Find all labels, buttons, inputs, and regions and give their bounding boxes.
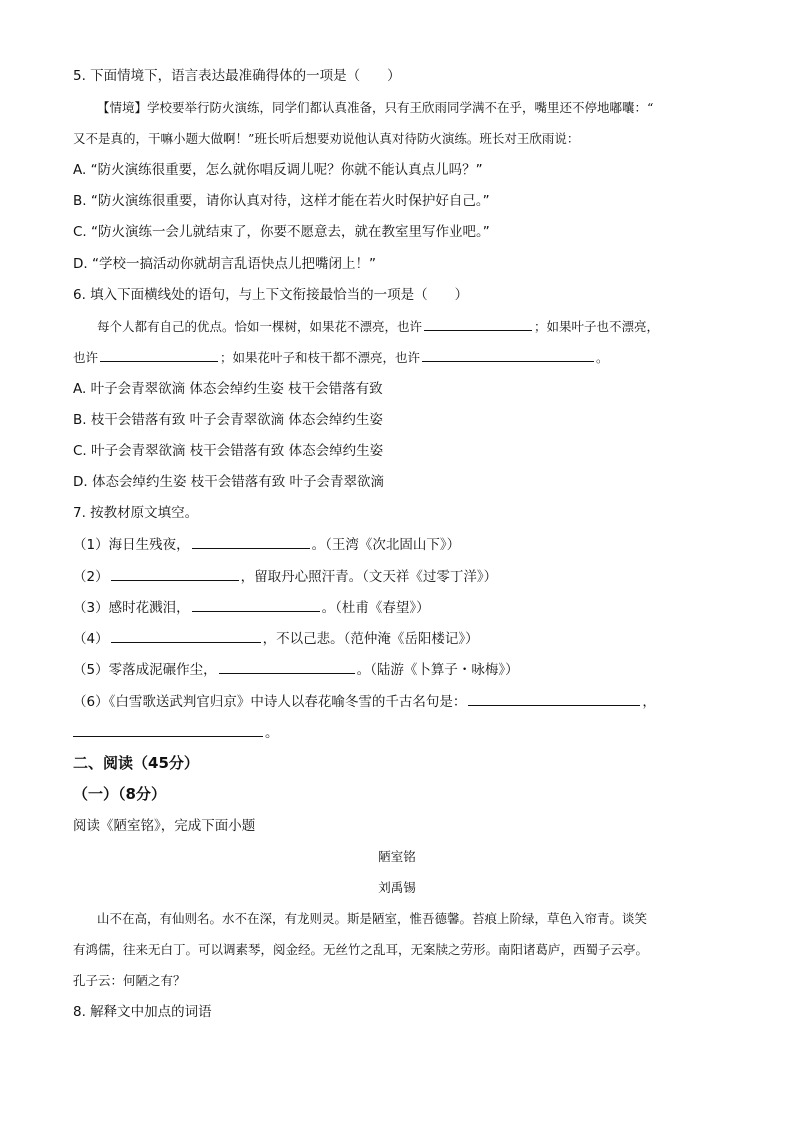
q7-item-text: 。（杜甫《春望》） <box>321 600 430 616</box>
q7-item-text: （3）感时花溅泪， <box>73 600 190 616</box>
q7-item-text: 。（陆游《卜算子・咏梅》） <box>356 662 519 678</box>
poem-body-line-3: 孔子云：何陋之有？ <box>73 973 186 988</box>
answer-blank[interactable] <box>73 723 263 737</box>
answer-blank[interactable] <box>468 692 640 706</box>
q8-stem: 8. 解释文中加点的词语 <box>73 1004 212 1020</box>
q7-item-3 <box>73 598 430 617</box>
answer-blank[interactable] <box>192 598 320 612</box>
subsection-heading: （一）（8分） <box>73 785 166 803</box>
q5-option-b: B. “防火演练很重要，请你认真对待，这样才能在若火时保护好自己。” <box>73 193 490 209</box>
answer-blank[interactable] <box>422 348 594 362</box>
q7-item-6-continued <box>73 723 279 742</box>
q6-passage-text: 。 <box>596 350 609 365</box>
reading-instruction: 阅读《陋室铭》，完成下面小题 <box>73 818 256 834</box>
poem-title: 陋室铭 <box>378 849 416 864</box>
q7-item-2 <box>73 567 497 586</box>
q7-item-text: 。 <box>265 725 279 741</box>
q7-item-text: （2） <box>73 569 109 585</box>
q7-item-5 <box>73 660 519 679</box>
poem-author: 刘禹锡 <box>378 880 416 895</box>
q7-item-text: ，留取丹心照汗青。（文天祥《过零丁洋》） <box>240 569 498 585</box>
q7-stem: 7. 按教材原文填空。 <box>73 505 199 521</box>
answer-blank[interactable] <box>100 348 218 362</box>
answer-blank[interactable] <box>111 567 239 581</box>
q6-stem: 6. 填入下面横线处的语句，与上下文衔接最恰当的一项是（ ） <box>73 287 469 303</box>
answer-blank[interactable] <box>219 660 355 674</box>
q7-item-text: （1）海日生残夜， <box>73 537 190 553</box>
q7-item-text: （5）零落成泥碾作尘， <box>73 662 217 678</box>
q6-option-b: B. 枝干会错落有致 叶子会青翠欲滴 体态会绰约生姿 <box>73 412 383 428</box>
poem-body-line-1: 山不在高，有仙则名。水不在深，有龙则灵。斯是陋室，惟吾德馨。苔痕上阶绿，草色入帘青。谈笑 <box>97 911 648 926</box>
q7-item-text: ， <box>642 694 656 710</box>
q7-item-4 <box>73 629 479 648</box>
q7-item-text: 。（王湾《次北固山下》） <box>311 537 461 553</box>
q6-passage-text: ；如果花叶子和枝干都不漂亮，也许 <box>220 350 421 365</box>
q5-stem: 5. 下面情境下，语言表达最准确得体的一项是（ ） <box>73 68 401 84</box>
q5-option-c: C. “防火演练一会儿就结束了，你要不愿意去，就在教室里写作业吧。” <box>73 224 490 240</box>
answer-blank[interactable] <box>111 629 261 643</box>
q5-context-line-2: 又不是真的，干嘛小题大做啊！”班长听后想要劝说他认真对待防火演练。班长对王欣雨说： <box>73 131 580 146</box>
answer-blank[interactable] <box>192 535 310 549</box>
q7-item-6 <box>73 692 656 711</box>
q6-passage-text: 也许 <box>73 350 99 365</box>
q6-passage-text: ；如果叶子也不漂亮， <box>534 319 660 334</box>
q6-option-a: A. 叶子会青翠欲滴 体态会绰约生姿 枝干会错落有致 <box>73 381 383 397</box>
q5-option-d: D. “学校一搞活动你就胡言乱语快点儿把嘴闭上！” <box>73 256 376 272</box>
q5-context-line-1: 【情境】学校要举行防火演练，同学们都认真准备，只有王欣雨同学满不在乎，嘴里还不停地嘟囔：“ <box>97 100 654 115</box>
q5-option-a: A. “防火演练很重要，怎么就你唱反调儿呢？你就不能认真点儿吗？” <box>73 162 483 178</box>
q7-item-1 <box>73 535 460 554</box>
q7-item-text: ，不以己悲。（范仲淹《岳阳楼记》） <box>262 631 479 647</box>
q7-item-text: （6）《白雪歌送武判官归京》中诗人以春花喻冬雪的千古名句是： <box>73 694 467 710</box>
answer-blank[interactable] <box>424 317 532 331</box>
q6-passage-text: 每个人都有自己的优点。恰如一棵树，如果花不漂亮，也许 <box>97 319 423 334</box>
q7-item-text: （4） <box>73 631 109 647</box>
q6-passage-line-2 <box>73 348 609 367</box>
q6-option-d: D. 体态会绰约生姿 枝干会错落有致 叶子会青翠欲滴 <box>73 474 385 490</box>
q6-option-c: C. 叶子会青翠欲滴 枝干会错落有致 体态会绰约生姿 <box>73 443 384 459</box>
section-heading: 二、阅读（45分） <box>73 754 199 772</box>
poem-body-line-2: 有鸿儒，往来无白丁。可以调素琴，阅金经。无丝竹之乱耳，无案牍之劳形。南阳诸葛庐，西蜀子云亭。 <box>73 942 649 957</box>
q6-passage-line-1 <box>97 317 659 336</box>
